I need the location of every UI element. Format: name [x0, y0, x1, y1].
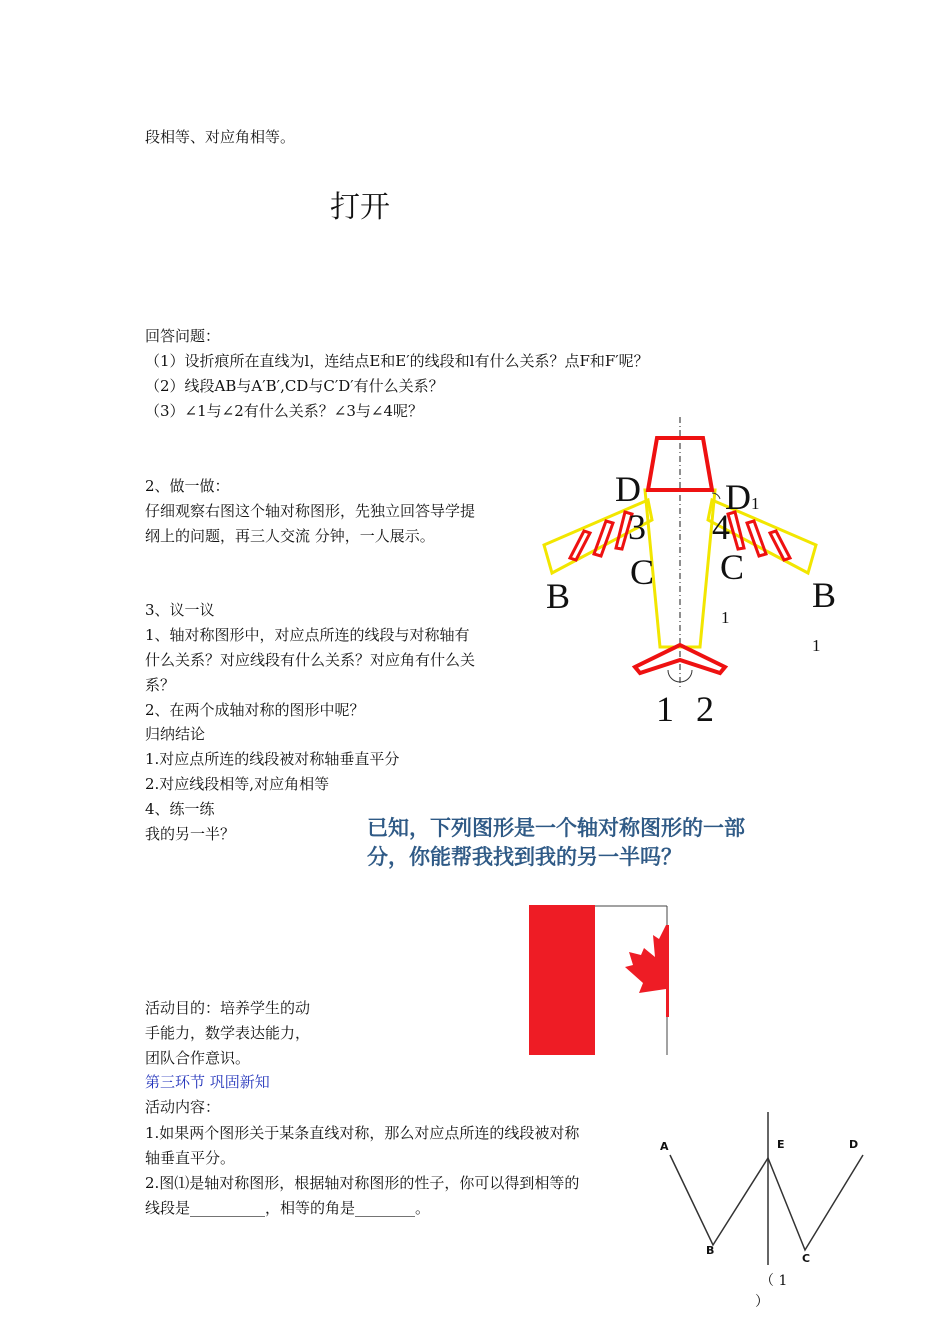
- w-figure: [655, 1110, 870, 1270]
- callout-line-2: 分，你能帮我找到我的另一半吗？: [367, 845, 682, 869]
- w-label-b: B: [706, 1244, 715, 1257]
- label-d: D: [615, 469, 641, 509]
- question-3: （3）∠1与∠2有什么关系？∠3与∠4呢？: [145, 402, 423, 420]
- discuss-l5: 归纳结论: [145, 725, 206, 743]
- label-c1-sub: 1: [721, 608, 730, 627]
- plane-figure: [540, 415, 820, 690]
- label-c1: C: [720, 547, 745, 587]
- label-angle-1: 1: [656, 689, 674, 729]
- label-d1-letter: D: [725, 477, 751, 517]
- open-heading: 打开: [330, 190, 390, 225]
- discuss-l7: 2.对应线段相等,对应角相等: [145, 775, 330, 793]
- label-b1-sub: 1: [812, 636, 821, 655]
- label-b1: B: [812, 575, 837, 615]
- discuss-l9: 我的另一半？: [145, 825, 236, 843]
- label-c: C: [630, 552, 655, 592]
- discuss-title: 3、议一议: [145, 601, 215, 619]
- w-label-e: E: [777, 1138, 785, 1151]
- callout-line-1: 已知，下列图形是一个轴对称图形的一部: [367, 816, 745, 840]
- purpose-2: 手能力，数学表达能力，: [145, 1024, 311, 1042]
- w-label-d: D: [849, 1138, 859, 1151]
- label-angle-2: 2: [696, 689, 714, 729]
- section-title: 第三环节 巩固新知: [145, 1073, 270, 1091]
- label-b: B: [546, 576, 571, 616]
- discuss-l3: 系？: [145, 676, 176, 694]
- callout: [367, 814, 745, 872]
- top-line: 段相等、对应角相等。: [145, 128, 296, 146]
- content-2: 轴垂直平分。: [145, 1149, 236, 1167]
- discuss-l1: 1、轴对称图形中，对应点所连的线段与对称轴有: [145, 626, 470, 644]
- answer-title: 回答问题：: [145, 327, 221, 345]
- question-2: （2）线段AB与A′B′,CD与C′D′有什么关系？: [145, 377, 444, 395]
- activity-content: 活动内容：: [145, 1098, 221, 1116]
- discuss-l6: 1.对应点所连的线段被对称轴垂直平分: [145, 750, 400, 768]
- w-label-c: C: [802, 1252, 811, 1265]
- do-title: 2、做一做：: [145, 477, 230, 495]
- purpose-3: 团队合作意识。: [145, 1049, 251, 1067]
- label-d1: [725, 476, 760, 518]
- label-angle-4: 4: [712, 507, 730, 547]
- label-d1-sub: 1: [751, 494, 760, 513]
- label-angle-3: 3: [628, 507, 646, 547]
- content-4: 线段是__________，相等的角是________。: [145, 1199, 431, 1217]
- do-line-1: 仔细观察右图这个轴对称图形，先独立回答导学提: [145, 502, 476, 520]
- do-line-2: 纲上的问题，再三人交流 分钟，一人展示。: [145, 527, 435, 545]
- discuss-l2: 什么关系？对应线段有什么关系？对应角有什么关: [145, 651, 476, 669]
- maple-leaf-flag-half-icon: [529, 905, 669, 1057]
- w-label-a: A: [660, 1140, 669, 1153]
- discuss-l4: 2、在两个成轴对称的图形中呢？: [145, 701, 365, 719]
- question-1: （1）设折痕所在直线为l，连结点E和E′的线段和l有什么关系？点F和F′呢？: [145, 352, 649, 370]
- content-3: 2.图⑴是轴对称图形，根据轴对称图形的性子，你可以得到相等的: [145, 1174, 580, 1192]
- purpose-1: 活动目的：培养学生的动: [145, 999, 311, 1017]
- fig-caption-open: （ 1: [760, 1273, 788, 1289]
- discuss-l8: 4、练一练: [145, 800, 215, 818]
- fig-caption-close: ）: [755, 1294, 769, 1310]
- content-1: 1.如果两个图形关于某条直线对称，那么对应点所连的线段被对称: [145, 1124, 580, 1142]
